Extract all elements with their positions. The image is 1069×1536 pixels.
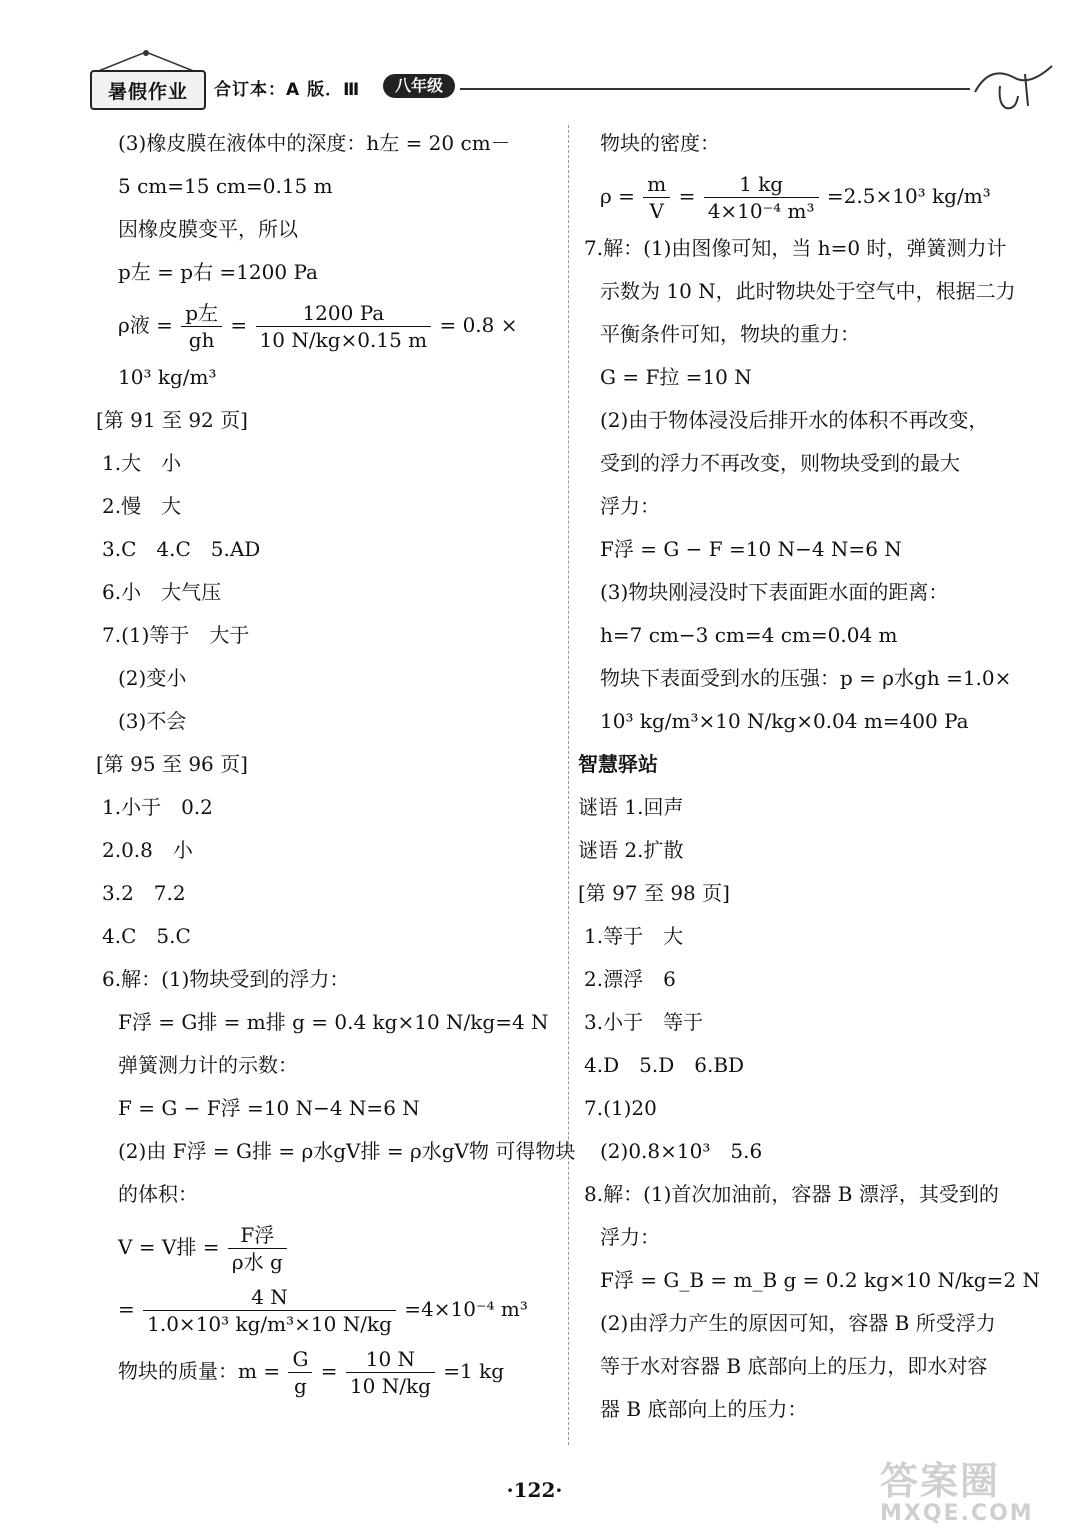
answer-line: 1.小于 0.2	[102, 795, 213, 819]
denominator: gh	[188, 328, 215, 352]
numerator: G	[288, 1348, 312, 1373]
answer-line: 物块下表面受到水的压强：p = ρ水gh =1.0×	[600, 666, 1012, 690]
answer-line: 示数为 10 N，此时物块处于空气中，根据二力	[600, 279, 1016, 303]
answer-line: (2)变小	[118, 666, 187, 690]
answer-line: 2.漂浮 6	[584, 967, 676, 991]
watermark-logo-text: 答案圈	[880, 1459, 1001, 1503]
answer-line: 3.2 7.2	[102, 881, 186, 905]
site-watermark	[880, 1450, 1050, 1530]
fraction	[346, 1348, 435, 1397]
header-rule	[460, 88, 970, 90]
denominator: 4×10⁻⁴ m³	[707, 199, 815, 223]
answer-line: 1.大 小	[102, 451, 182, 475]
answer-line: 7.(1)等于 大于	[102, 623, 250, 647]
fraction	[228, 1224, 287, 1273]
formula-text: ρ =	[600, 184, 635, 208]
answer-line: (3)物块刚浸没时下表面距水面的距离：	[600, 580, 949, 604]
answer-line: 6.解：(1)物块受到的浮力：	[102, 967, 350, 991]
answer-line: 6.小 大气压	[102, 580, 222, 604]
section-heading: [第 95 至 96 页]	[96, 752, 248, 776]
page-number: ·122·	[506, 1478, 563, 1502]
answer-line: 物块的密度：	[600, 131, 720, 155]
formula-text: =	[320, 1359, 338, 1383]
section-heading: [第 97 至 98 页]	[578, 881, 730, 905]
answer-line: 浮力：	[600, 494, 660, 518]
numerator: 10 N	[346, 1348, 435, 1373]
answer-line: 平衡条件可知，物块的重力：	[600, 322, 860, 346]
section-heading: 智慧驿站	[578, 752, 658, 776]
header-ornament-icon	[970, 56, 1060, 116]
answer-line: (2)由 F浮 = G排 = ρ水gV排 = ρ水gV物 可得物块	[118, 1139, 576, 1163]
answer-line: 器 B 底部向上的压力：	[600, 1397, 808, 1421]
right-column	[578, 122, 1048, 1431]
answer-line: 2.0.8 小	[102, 838, 193, 862]
watermark-url: MXQE.COM	[880, 1501, 1034, 1526]
answer-line: (3)橡皮膜在液体中的深度：h左 = 20 cm－	[118, 131, 511, 155]
formula-line	[96, 294, 556, 356]
answer-line: F浮 = G − F =10 N−4 N=6 N	[600, 537, 902, 561]
denominator: ρ水 g	[231, 1250, 283, 1274]
answer-line: 3.C 4.C 5.AD	[102, 537, 261, 561]
answer-line: (2)0.8×10³ 5.6	[600, 1139, 763, 1163]
answer-line: 1.等于 大	[584, 924, 684, 948]
answer-line: 8.解：(1)首次加油前，容器 B 漂浮，其受到的	[584, 1182, 999, 1206]
answer-line: 等于水对容器 B 底部向上的压力，即水对容	[600, 1354, 988, 1378]
book-edition: 合订本：A 版．Ⅲ	[214, 80, 361, 100]
answer-line: h=7 cm−3 cm=4 cm=0.04 m	[600, 623, 898, 647]
formula-text: =4×10⁻⁴ m³	[404, 1297, 528, 1321]
answer-line: F浮 = G_B = m_B g = 0.2 kg×10 N/kg=2 N	[600, 1268, 1040, 1292]
answer-line: 4.D 5.D 6.BD	[584, 1053, 745, 1077]
answer-line: 受到的浮力不再改变，则物块受到的最大	[600, 451, 960, 475]
formula-text: =2.5×10³ kg/m³	[826, 184, 991, 208]
numerator: 1 kg	[704, 173, 819, 198]
answer-line: F = G − F浮 =10 N−4 N=6 N	[118, 1096, 420, 1120]
answer-line: (3)不会	[118, 709, 187, 733]
formula-line	[96, 1216, 556, 1278]
answer-line: 浮力：	[600, 1225, 660, 1249]
answer-line: 的体积：	[118, 1182, 198, 1206]
numerator: 1200 Pa	[256, 302, 432, 327]
answer-line: p左 = p右 =1200 Pa	[118, 260, 318, 284]
fraction	[704, 173, 819, 222]
answer-line: 7.解：(1)由图像可知，当 h=0 时，弹簧测力计	[584, 236, 1007, 260]
answer-line: 10³ kg/m³×10 N/kg×0.04 m=400 Pa	[600, 709, 969, 733]
answer-line: (2)由于物体浸没后排开水的体积不再改变，	[600, 408, 989, 432]
formula-text: =1 kg	[443, 1359, 505, 1383]
numerator: p左	[181, 302, 222, 327]
answer-line: (2)由浮力产生的原因可知，容器 B 所受浮力	[600, 1311, 996, 1335]
formula-line	[96, 1340, 556, 1402]
grade-pill: 八年级	[383, 74, 455, 98]
column-divider	[568, 125, 569, 1445]
answer-line: 弹簧测力计的示数：	[118, 1053, 298, 1077]
answer-line: 3.小于 等于	[584, 1010, 704, 1034]
page-header	[80, 48, 1040, 108]
formula-text: =	[678, 184, 696, 208]
formula-text: V = V排 =	[118, 1235, 220, 1259]
numerator: F浮	[228, 1224, 287, 1249]
left-column	[96, 122, 576, 1402]
denominator: 1.0×10³ kg/m³×10 N/kg	[147, 1312, 392, 1336]
answer-line: 5 cm=15 cm=0.15 m	[118, 174, 333, 198]
formula-text: ρ液 =	[118, 313, 173, 337]
answer-line: 4.C 5.C	[102, 924, 191, 948]
answer-line: 2.慢 大	[102, 494, 182, 518]
formula-line	[578, 165, 1048, 227]
answer-line: 因橡皮膜变平，所以	[118, 217, 298, 241]
denominator: 10 N/kg	[349, 1374, 431, 1398]
numerator: m	[643, 173, 670, 198]
denominator: g	[294, 1374, 307, 1398]
denominator: 10 N/kg×0.15 m	[259, 328, 428, 352]
answer-line: 谜语 2.扩散	[578, 838, 684, 862]
answer-line: F浮 = G排 = m排 g = 0.4 kg×10 N/kg=4 N	[118, 1010, 549, 1034]
formula-text: =	[230, 313, 248, 337]
formula-text: =	[118, 1297, 135, 1321]
formula-text: 物块的质量：m =	[118, 1359, 281, 1383]
answer-line: 7.(1)20	[584, 1096, 657, 1120]
answer-line: 10³ kg/m³	[118, 365, 217, 389]
fraction	[181, 302, 222, 351]
formula-text: = 0.8 ×	[439, 313, 518, 337]
section-heading: [第 91 至 92 页]	[96, 408, 248, 432]
answer-line: G = F拉 =10 N	[600, 365, 752, 389]
numerator: 4 N	[143, 1286, 396, 1311]
fraction	[643, 173, 670, 222]
answer-line: 谜语 1.回声	[578, 795, 684, 819]
denominator: V	[649, 199, 664, 223]
fraction	[143, 1286, 396, 1335]
formula-line	[96, 1278, 556, 1340]
fraction	[288, 1348, 312, 1397]
series-badge: 暑假作业	[90, 70, 206, 110]
fraction	[256, 302, 432, 351]
